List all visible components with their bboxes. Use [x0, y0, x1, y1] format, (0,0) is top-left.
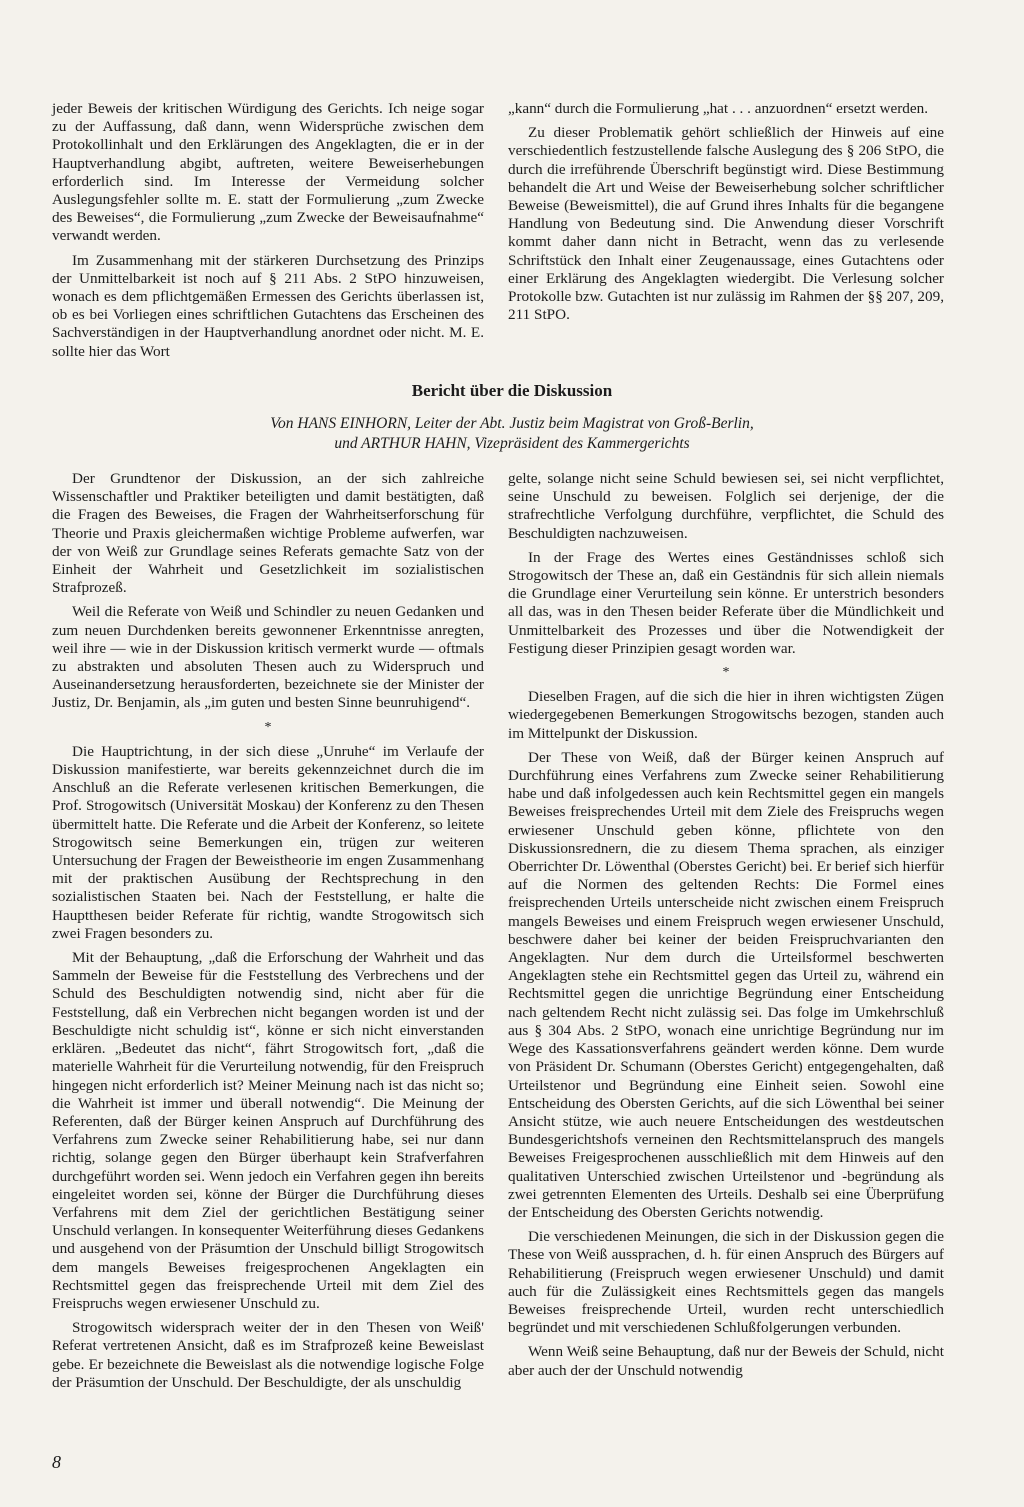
paragraph: jeder Beweis der kritischen Würdigung des Gerichts. Ich neige sogar zu der Auffassung, daß dann, wenn Widersprüche zwischen dem Protokollinhalt und den Erklärungen des Angeklagten, die er in der Hauptverhandlung abgibt, auftreten, weitere Beweiserhebungen erforderlich sind. Im Interesse der Vermeidung solcher Auslegungsfehler sollte m. E. statt der Formulierung „zum Zwecke des Beweises“, die Formulierung „zum Zwecke der Beweisaufnahme“ verwandt werden.: [52, 100, 484, 245]
paragraph: Dieselben Fragen, auf die sich die hier in ihren wichtigsten Zügen wiedergegebenen Bemerkungen Strogowitschs bezogen, standen auch im Mittelpunkt der Diskussion.: [508, 688, 944, 742]
main-right-column: [508, 470, 944, 1386]
paragraph: Zu dieser Problematik gehört schließlich der Hinweis auf eine verschiedentlich festzustellende falsche Auslegung des § 206 StPO, die durch die irreführende Überschrift begünstigt wird. Diese Bestimmung behandelt die Art und Weise der Beweiserhebung solcher schriftlicher Beweise (Beweismittel), die auf Grund ihres Inhalts für die begangene Handlung von Bedeutung sind. Die Anwendung dieser Vorschrift kommt daher dann nicht in Betracht, wenn das zu verlesende Schriftstück den Inhalt einer Zeugenaussage, eines Gutachtens oder einer Erklärung des Angeklagten wiedergibt. Die Verlesung solcher Protokolle bzw. Gutachten ist nur zulässig im Rahmen der §§ 207, 209, 211 StPO.: [508, 124, 944, 324]
paragraph: „kann“ durch die Formulierung „hat . . . anzuordnen“ ersetzt werden.: [508, 100, 929, 117]
paragraph: Strogowitsch widersprach weiter der in den Thesen von Weiß' Referat vertretenen Ansicht, daß es im Strafprozeß keine Beweislast gebe. Er bezeichnete die Beweislast als die notwendige logische Folge der Präsumtion der Unschuld. Der Beschuldigte, der als unschuldig: [52, 1319, 484, 1391]
top-left-column: [52, 100, 484, 367]
section-byline: [0, 414, 1024, 454]
paragraph: Weil die Referate von Weiß und Schindler zu neuen Gedanken und zum neuen Durchdenken bereits gewonnener Erkenntnisse anregten, weil ihre — wie in der Diskussion kritisch vermerkt wurde — oftmals zu abstrakten und absoluten Thesen auch zu Widerspruch und Auseinandersetzung herausforderten, bezeichnete sie der Minister der Justiz, Dr. Benjamin, als „im guten und besten Sinne beunruhigend“.: [52, 603, 484, 712]
byline-line-2: und ARTHUR HAHN, Vizepräsident des Kammergerichts: [334, 435, 690, 452]
section-divider-asterisk: *: [722, 665, 730, 681]
top-right-column: [508, 100, 944, 330]
paragraph: In der Frage des Wertes eines Geständnisses schloß sich Strogowitsch der These an, daß ein Geständnis für sich allein niemals die Grundlage einer Verurteilung sein könne. Er unterstrich besonders all das, was in den Thesen beider Referate über die Mündlichkeit und Unmittelbarkeit des Prozesses und über die Notwendigkeit der Festigung dieser Prinzipien gesagt worden war.: [508, 548, 944, 657]
paragraph: Im Zusammenhang mit der stärkeren Durchsetzung des Prinzips der Unmittelbarkeit ist noch auf § 211 Abs. 2 StPO hinzuweisen, wonach es dem pflichtgemäßen Ermessen des Gerichts überlassen ist, ob es bei Vorliegen eines schriftlichen Gutachtens das Erscheinen des Sachverständigen in der Hauptverhandlung anordnet oder nicht. M. E. sollte hier das Wort: [52, 251, 484, 360]
main-left-column: [52, 470, 484, 1398]
paragraph: gelte, solange nicht seine Schuld bewiesen sei, sei nicht verpflichtet, seine Unschuld zu beweisen. Folglich sei derjenige, der die strafrechtliche Verfolgung durchführe, verpflichtet, die Schuld des Beschuldigten nachzuweisen.: [508, 470, 944, 542]
paragraph: Mit der Behauptung, „daß die Erforschung der Wahrheit und das Sammeln der Beweise für die Feststellung des Verbrechens und der Schuld des Beschuldigten notwendig sind, nicht aber für die Feststellung, daß ein Verbrechen nicht begangen worden ist und der Beschuldigte nicht schuldig ist“, könne er sich nicht einverstanden erklären. „Bedeutet das nicht“, fährt Strogowitsch fort, „daß die materielle Wahrheit für die Verurteilung notwendig, für den Freispruch hingegen nicht erforderlich ist? Meiner Meinung nach ist das nicht so; die Wahrheit ist immer und überall notwendig“. Die Meinung der Referenten, daß der Bürger keinen Anspruch auf Durchführung des Verfahrens zum Zwecke seiner Rehabilitierung habe, sei nur dann richtig, solange gegen den Bürger überhaupt kein Strafverfahren durchgeführt worden sei. Wenn jedoch ein Verfahren gegen ihn bereits eingeleitet worden sei, könne der Bürger die Durchführung dieses Verfahrens mit dem Ziel der gerichtlichen Bestätigung seiner Unschuld verlangen. In konsequenter Weiterführung dieses Gedankens und ausgehend von der Präsumtion der Unschuld billigt Strogowitsch dem mangels Beweises freigesprochenen Angeklagten ein Rechtsmittel gegen das freisprechende Urteil mit dem Ziel des Freispruchs wegen erwiesener Unschuld zu.: [52, 949, 484, 1312]
section-divider-asterisk: *: [264, 719, 272, 735]
paragraph: Wenn Weiß seine Behauptung, daß nur der Beweis der Schuld, nicht aber auch der der Unschuld notwendig: [508, 1343, 944, 1379]
paragraph: Der These von Weiß, daß der Bürger keinen Anspruch auf Durchführung eines Verfahrens zum Zwecke seiner Rehabilitierung habe und daß infolgedessen auch kein Rechtsmittel gegen ein mangels Beweises freisprechendes Urteil mit dem Ziele des Freispruchs wegen erwiesener Unschuld geben könne, pflichtete von den Diskussionsrednern, die zu diesem Thema sprachen, als einziger Oberrichter Dr. Löwenthal (Oberstes Gericht) bei. Er berief sich hierfür auf die Normen des geltenden Rechts: Die Formel eines freisprechenden Urteils unterscheide nicht zwischen einem Freispruch mangels Beweises und einem Freispruch wegen erwiesener Unschuld, beschwere daher bei keiner der beiden Freispruchvarianten den Angeklagten. Nur dem durch die Urteilsformel beschwerten Angeklagten stehe ein Rechtsmittel gegen das Urteil zu, während ein Rechtsmittel gegen die unrichtige Begründung einer Entscheidung nach geltendem Recht nicht zulässig sei. Das folge im Umkehrschluß aus § 304 Abs. 2 StPO, wonach eine unrichtige Begründung nur im Wege des Kassationsverfahrens geändert werden könne. Dem wurde von Präsident Dr. Schumann (Oberstes Gericht) entgegengehalten, daß Urteilstenor und Begründung eine Einheit seien. Sowohl eine Entscheidung des Obersten Gerichts, auf die sich Löwenthal bei seiner Ansicht stütze, wie auch neuere Entscheidungen des westdeutschen Bundesgerichtshofs verneinen den Rechtsmittelanspruch des mangels Beweises Freigesprochenen ausschließlich mit dem Hinweis auf den qualitativen Unterschied zwischen Urteilstenor und -begründung als zwei getrennten Elementen des Urteils. Deshalb sei eine Überprüfung der Entscheidung des Obersten Gerichts notwendig.: [508, 748, 944, 1221]
page-number: 8: [52, 1452, 61, 1472]
section-title: Bericht über die Diskussion: [411, 381, 613, 400]
byline-line-1: Von HANS EINHORN, Leiter der Abt. Justiz beim Magistrat von Groß-Berlin,: [270, 415, 754, 432]
paragraph: Die verschiedenen Meinungen, die sich in der Diskussion gegen die These von Weiß aussprachen, d. h. für einen Anspruch des Bürgers auf Rehabilitierung (Freispruch wegen erwiesener Unschuld) und damit auch für die Zulässigkeit eines Rechtsmittels gegen das mangels Beweises freisprechende Urteil, wurden recht unterschiedlich begründet und mit verschiedenen Schlußfolgerungen verbunden.: [508, 1228, 944, 1337]
paragraph: Der Grundtenor der Diskussion, an der sich zahlreiche Wissenschaftler und Praktiker beteiligten und damit bestätigten, daß die Fragen des Beweises, die Fragen der Wahrheitserforschung für Theorie und Praxis gleichermaßen wichtige Probleme aufwerfen, war der von Weiß zur Grundlage seines Referats gemachte Satz von der Einheit der Wahrheit und Gesetzlichkeit im sozialistischen Strafprozeß.: [52, 470, 484, 597]
paragraph: Die Hauptrichtung, in der sich diese „Unruhe“ im Verlaufe der Diskussion manifestierte, war bereits gekennzeichnet durch die im Anschluß an die Referate verlesenen kritischen Bemerkungen, die Prof. Strogowitsch (Universität Moskau) der Konferenz zu den Thesen übermittelt hatte. Die Referate und die Arbeit der Konferenz, so leitete Strogowitsch seine Bemerkungen ein, trügen zur weiteren Untersuchung der Fragen der Beweistheorie im engen Zusammenhang mit der praktischen Ausübung der Rechtsprechung in den sozialistischen Staaten bei. Nach der Feststellung, er halte die Hauptthesen beider Referate für richtig, wandte Strogowitsch sich zwei Fragen besonders zu.: [52, 742, 484, 942]
